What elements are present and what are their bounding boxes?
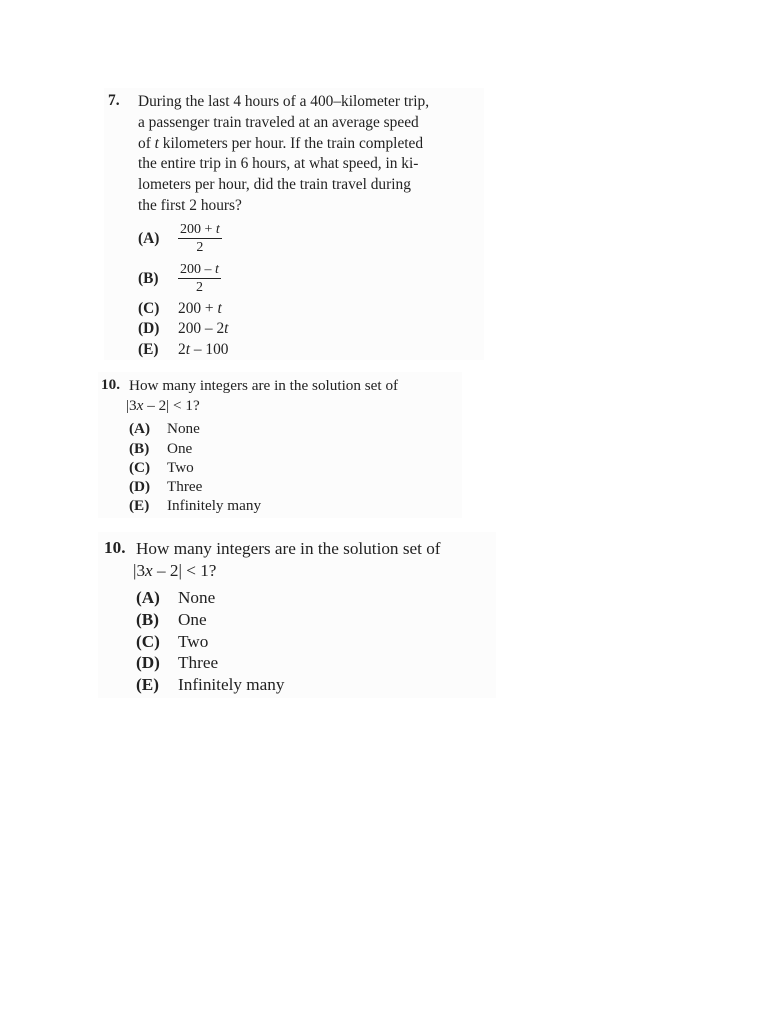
option-label: (E): [136, 675, 159, 694]
question-line: the entire trip in 6 hours, at what speed, in ki-: [138, 155, 419, 173]
question-10-large: [98, 532, 496, 698]
question-line: How many integers are in the solution set of: [136, 539, 441, 558]
option-label: (D): [136, 653, 160, 672]
option-text: One: [178, 610, 207, 629]
option-text: Two: [178, 632, 209, 651]
question-text: [133, 538, 496, 582]
option-e[interactable]: [138, 341, 228, 359]
question-line: |3x – 2| < 1?: [133, 561, 217, 580]
fraction: $\frac{200 - t}{2}$: [180, 262, 219, 295]
option-label: (A): [129, 420, 151, 437]
question-number: 10.: [104, 538, 126, 557]
option-label: (E): [138, 341, 159, 358]
option-label: (A): [136, 588, 160, 607]
question-line: lometers per hour, did the train travel during: [138, 176, 411, 194]
question-number: 10.: [101, 376, 120, 393]
fraction: $\frac{200 + t}{2}$: [180, 222, 220, 255]
option-text: 200 – 2t: [178, 320, 229, 337]
option-d[interactable]: [129, 478, 202, 496]
option-label: (D): [129, 478, 151, 495]
option-text: None: [167, 420, 200, 437]
option-text: Infinitely many: [167, 497, 262, 514]
option-label: (E): [129, 497, 150, 514]
option-e[interactable]: [136, 675, 284, 695]
option-text: Two: [167, 459, 194, 476]
option-label: (C): [138, 300, 160, 317]
option-c[interactable]: [129, 459, 194, 477]
option-text: Three: [167, 478, 203, 495]
option-b[interactable]: [138, 262, 221, 295]
option-label: (B): [136, 610, 159, 629]
option-label: (D): [138, 320, 160, 337]
question-line: the first 2 hours?: [138, 196, 242, 214]
question-line: How many integers are in the solution set of: [129, 377, 399, 394]
variable-t: t: [154, 134, 159, 152]
question-line: of t kilometers per hour. If the train completed: [138, 134, 424, 152]
option-label: (C): [136, 632, 160, 651]
option-b[interactable]: [136, 610, 207, 630]
option-text: 200 + t: [178, 300, 222, 317]
option-d[interactable]: [138, 320, 228, 338]
question-10-small: [98, 372, 462, 518]
question-text: [138, 92, 478, 217]
option-label: (C): [129, 459, 151, 476]
option-text: 2t – 100: [178, 341, 229, 358]
option-e[interactable]: [129, 497, 261, 515]
option-a[interactable]: [129, 420, 200, 438]
question-text: [126, 376, 459, 416]
option-text: Three: [178, 653, 219, 672]
option-c[interactable]: [138, 300, 222, 318]
option-a[interactable]: [138, 222, 222, 255]
question-7: [104, 88, 484, 360]
question-line: a passenger train traveled at an average speed: [138, 113, 419, 131]
option-label: (A): [138, 229, 160, 247]
option-d[interactable]: [136, 653, 218, 673]
option-text: Infinitely many: [178, 675, 285, 694]
question-line: |3x – 2| < 1?: [126, 397, 200, 414]
option-c[interactable]: [136, 632, 208, 652]
option-text: One: [167, 440, 193, 457]
question-number: 7.: [108, 92, 120, 109]
option-b[interactable]: [129, 440, 192, 458]
option-a[interactable]: [136, 588, 215, 608]
question-line: During the last 4 hours of a 400–kilometer trip,: [138, 93, 430, 110]
option-text: None: [178, 588, 216, 607]
option-label: (B): [129, 440, 150, 457]
option-label: (B): [138, 269, 159, 287]
